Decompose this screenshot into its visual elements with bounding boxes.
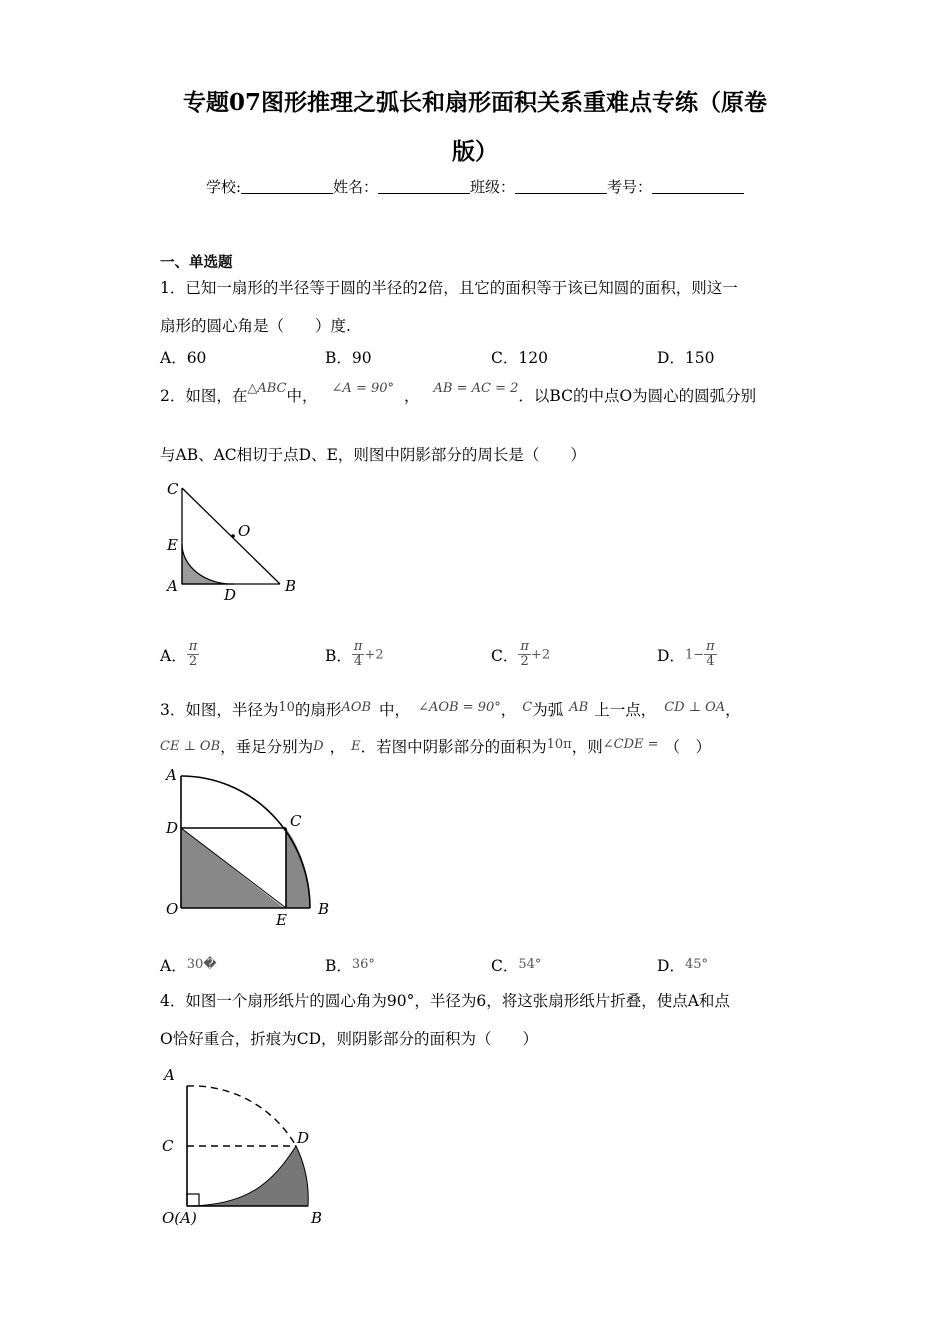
q2-option-a-den: 2: [188, 654, 198, 670]
q2-prefix: 2．如图，在: [160, 387, 248, 405]
q3-p12: （ ）: [664, 738, 712, 756]
q4-arc-ad-dashed: [187, 1086, 296, 1146]
q3-p10: ．若图中阴影部分的面积为: [360, 738, 547, 756]
q2-math-angle: ∠A = 90°: [331, 381, 395, 396]
q3-option-d-label: D．: [657, 957, 685, 975]
q2-option-c-fraction: [518, 640, 531, 670]
q3-p3: 中，: [379, 701, 411, 719]
q3-m4: C: [522, 700, 533, 715]
q2-line1: [160, 381, 757, 406]
q3-label-b: B: [318, 900, 330, 918]
q3-label-d: D: [166, 819, 179, 837]
q2-line2: 与AB、AC相切于点D、E，则图中阴影部分的周长是（ ）: [160, 446, 586, 464]
q3-option-d-value: 45°: [684, 957, 708, 972]
q3-label-a: A: [166, 766, 177, 784]
section-heading: 一、单选题: [160, 254, 233, 271]
school-blank[interactable]: [241, 179, 333, 194]
q4-line1: 4．如图一个扇形纸片的圆心角为90°，半径为6，将这张扇形纸片折叠，使点A和点: [160, 992, 730, 1010]
q2-label-e: E: [167, 536, 178, 554]
q3-label-e: E: [276, 911, 287, 929]
q4-figure: [158, 1062, 338, 1234]
q3-option-a[interactable]: [160, 954, 217, 976]
q3-shaded-segment: [286, 828, 310, 908]
school-label: 学校:: [205, 178, 241, 196]
q1-option-d[interactable]: D．150: [657, 349, 715, 367]
q2-label-b: B: [285, 577, 297, 595]
q3-m6: CD ⊥ OA: [664, 700, 726, 715]
exam-no-label: 考号：: [607, 178, 653, 196]
q3-label-c: C: [290, 812, 302, 830]
q3-line2: [160, 735, 711, 757]
q4-line2: O恰好重合，折痕为CD，则阴影部分的面积为（ ）: [160, 1030, 538, 1048]
name-label: 姓名：: [333, 178, 379, 196]
q3-m1: 10: [278, 700, 295, 715]
q2-figure: [158, 474, 308, 604]
q3-p6: 上一点，: [594, 701, 657, 719]
page-title-line1: 专题07图形推理之弧长和扇形面积关系重难点专练（原卷: [182, 89, 767, 116]
q3-option-b-value: 36°: [351, 957, 375, 972]
q2-option-b-num: π: [353, 639, 363, 654]
q3-m5: AB: [569, 700, 589, 715]
q4-shaded-region: [187, 1146, 308, 1206]
q1-option-a[interactable]: A．60: [160, 349, 207, 367]
q2-option-b-fraction: [352, 640, 365, 670]
q3-option-a-label: A．: [160, 957, 187, 975]
q2-option-b-tail: +2: [364, 647, 384, 663]
q1-option-b[interactable]: B．90: [325, 349, 372, 367]
q3-m2: AOB: [341, 700, 372, 715]
q2-option-b-label: B．: [325, 646, 352, 665]
q2-option-c-den: 2: [520, 654, 529, 670]
name-blank[interactable]: [378, 179, 470, 194]
q4-label-c: C: [162, 1137, 174, 1155]
q3-p2: 的扇形: [294, 701, 342, 719]
q3-option-a-value: 30�: [186, 957, 217, 972]
q2-math-sides: AB = AC = 2: [433, 381, 519, 396]
q3-m10: 10π: [546, 737, 572, 752]
q2-option-b-den: 4: [354, 654, 363, 670]
q2-math-triangle: △ABC: [247, 381, 287, 396]
q2-option-d-fraction: [704, 640, 717, 670]
q2-mid2: ，: [404, 387, 420, 405]
q3-m8: D: [313, 739, 324, 754]
class-label: 班级：: [470, 178, 516, 196]
q2-option-c-tail: +2: [530, 647, 551, 663]
q2-suffix: ．以BC的中点O为圆心的圆弧分别: [518, 387, 757, 405]
q3-label-o: O: [166, 900, 179, 918]
q2-option-c[interactable]: [491, 640, 550, 670]
q2-label-a: A: [167, 577, 178, 595]
exam-no-blank[interactable]: [652, 179, 744, 194]
q3-m11: ∠CDE =: [602, 737, 659, 752]
q3-option-c-label: C．: [491, 957, 519, 975]
q2-label-o: O: [238, 522, 251, 540]
q3-m9: E: [351, 739, 361, 754]
q4-label-d: D: [297, 1129, 310, 1147]
q2-label-d: D: [224, 586, 237, 604]
q3-option-c-value: 54°: [518, 957, 542, 972]
q2-option-c-num: π: [520, 639, 529, 654]
q2-option-d-head: 1−: [684, 647, 705, 663]
q2-option-d-label: D．: [657, 646, 685, 665]
q2-option-a-fraction: [187, 640, 200, 670]
q3-option-b-label: B．: [325, 957, 352, 975]
q1-option-c[interactable]: C．120: [491, 349, 548, 367]
q2-label-c: C: [167, 480, 179, 498]
q4-label-a: A: [164, 1066, 175, 1084]
q4-right-angle-mark: [187, 1194, 199, 1206]
q3-option-d[interactable]: [657, 954, 708, 976]
q2-option-d[interactable]: [657, 640, 717, 670]
q3-p9: ，: [329, 738, 346, 756]
q4-label-b: B: [311, 1209, 323, 1227]
q1-line2: 扇形的圆心角是（ ）度.: [160, 317, 351, 335]
q2-option-a-num: π: [188, 639, 198, 654]
q2-option-c-label: C．: [491, 646, 519, 665]
q3-p1: 3．如图，半径为: [160, 701, 279, 719]
q2-point-o: [231, 534, 235, 538]
q3-option-c[interactable]: [491, 954, 541, 976]
page-title-line2: 版）: [452, 138, 498, 165]
q3-m3: ∠AOB = 90°: [418, 700, 501, 715]
q2-option-d-den: 4: [706, 654, 715, 670]
class-blank[interactable]: [515, 179, 607, 194]
q3-p5: 为弧: [532, 701, 564, 719]
q3-p8: ，垂足分别为: [220, 738, 314, 756]
q3-p11: ，则: [571, 738, 603, 756]
q1-line1: 1．已知一扇形的半径等于圆的半径的2倍，且它的面积等于该已知圆的面积，则这一: [160, 279, 738, 297]
q3-p7: ，: [725, 701, 741, 719]
q2-mid1: 中，: [286, 387, 318, 405]
q2-side-bc: [182, 488, 280, 584]
q3-line1: [160, 698, 741, 720]
q2-option-b[interactable]: [325, 640, 384, 670]
student-info: [0, 176, 950, 197]
q3-p4: ，: [500, 701, 517, 719]
q4-label-o: O(A): [162, 1209, 197, 1227]
q2-option-a[interactable]: [160, 640, 199, 670]
q3-option-b[interactable]: [325, 954, 375, 976]
q2-shaded-region: [182, 544, 234, 584]
q2-option-d-num: π: [706, 639, 715, 654]
q2-option-a-label: A．: [160, 646, 187, 665]
q3-m7: CE ⊥ OB: [160, 739, 221, 754]
q3-figure: [158, 762, 338, 932]
